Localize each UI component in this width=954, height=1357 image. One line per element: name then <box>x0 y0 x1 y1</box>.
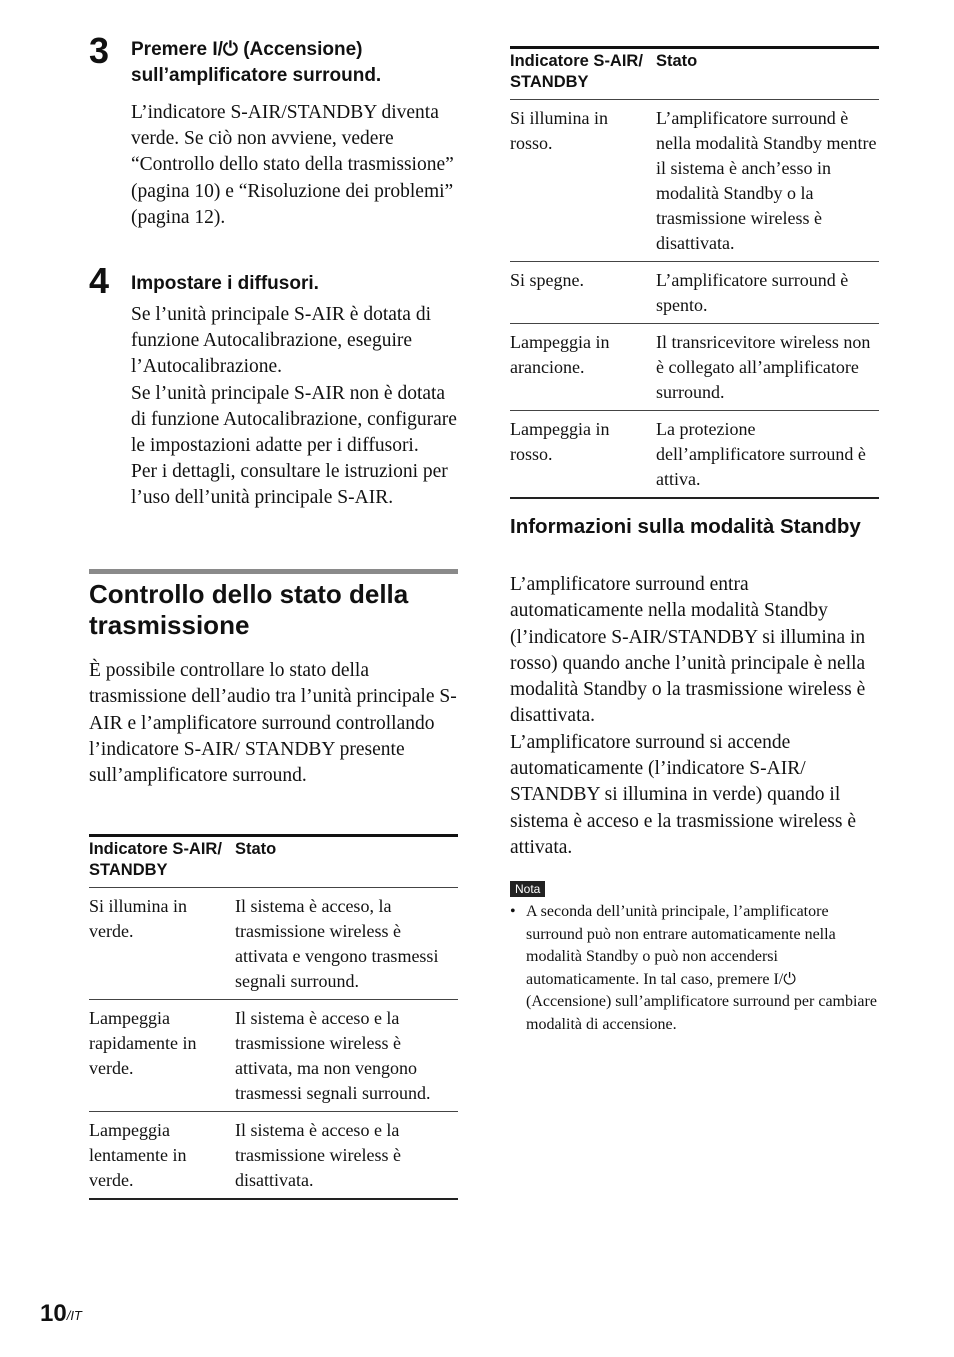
table-row <box>89 1112 458 1200</box>
section-divider <box>89 569 458 574</box>
table-header-row <box>510 48 879 100</box>
bullet-icon: • <box>510 903 516 920</box>
standby-paragraph: L’amplificatore surround entra automaticamente nella modalità Standby (l’indicatore S-AIR/STANDBY si illumina in rosso) quando anche l’unità principale è nella modalità Standby o la trasmissione wireless è disattivata. <box>510 574 866 727</box>
status-table-left <box>89 834 458 1200</box>
note-badge: Nota <box>510 881 545 897</box>
indicator-cell: Si illumina in rosso. <box>510 100 656 262</box>
header-indicator: Indicatore S-AIR/ STANDBY <box>510 48 656 100</box>
step-body <box>131 302 461 512</box>
state-cell: L’amplificatore surround è nella modalità Standby mentre il sistema è anch’esso in modalità Standby o la trasmissione wireless è disattivata. <box>656 100 879 262</box>
page-language-suffix: /IT <box>66 1308 82 1323</box>
state-cell: La protezione dell’amplificatore surround è attiva. <box>656 411 879 499</box>
header-state: Stato <box>656 48 879 100</box>
step-3 <box>89 30 459 263</box>
step-number: 3 <box>89 30 109 71</box>
indicator-cell: Si spegne. <box>510 262 656 324</box>
step-4 <box>89 260 459 553</box>
indicator-cell: Si illumina in verde. <box>89 888 235 1000</box>
step-paragraph: L’indicatore S-AIR/STANDBY diventa verde. Se ciò non avviene, vedere “Controllo dello stato della trasmissione” (pagina 10) e “Risoluzione dei problemi” (pagina 12). <box>131 102 454 228</box>
step-paragraph: Per i dettagli, consultare le istruzioni per l’uso dell’unità principale S-AIR. <box>131 461 448 509</box>
page-number <box>40 1300 82 1328</box>
indicator-cell: Lampeggia in arancione. <box>510 324 656 411</box>
step-paragraph: Se l’unità principale S-AIR è dotata di funzione Autocalibrazione, eseguire l’Autocalibrazione. <box>131 304 432 378</box>
state-cell: Il transricevitore wireless non è collegato all’amplificatore surround. <box>656 324 879 411</box>
indicator-cell: Lampeggia lentamente in verde. <box>89 1112 235 1200</box>
step-number: 4 <box>89 260 109 301</box>
state-cell: Il sistema è acceso, la trasmissione wireless è attivata e vengono trasmessi segnali surround. <box>235 888 458 1000</box>
step-paragraph: Se l’unità principale S-AIR non è dotata di funzione Autocalibrazione, configurare le impostazioni adatte per i diffusori. <box>131 382 457 457</box>
status-table-right <box>510 46 879 499</box>
step-title: Impostare i diffusori. <box>131 273 319 294</box>
header-state: Stato <box>235 836 458 888</box>
note-item <box>510 901 882 1036</box>
note-text: A seconda dell’unità principale, l’amplificatore surround può non entrare automaticamente nella modalità Standby o può non accendersi automaticamente. In tal caso, premere I/⏻ (Accensione) sull’amplificatore surround per cambiare modalità di accensione. <box>526 903 877 1033</box>
state-cell: L’amplificatore surround è spento. <box>656 262 879 324</box>
table-row <box>510 324 879 411</box>
standby-paragraph: L’amplificatore surround si accende automaticamente (l’indicatore S-AIR/ STANDBY si illumina in verde) quando il sistema è acceso e la trasmissione wireless è attivata. <box>510 731 857 858</box>
state-cell: Il sistema è acceso e la trasmissione wireless è attivata, ma non vengono trasmessi segnali surround. <box>235 1000 458 1112</box>
table-row <box>89 1000 458 1112</box>
table-header-row <box>89 836 458 888</box>
standby-title: Informazioni sulla modalità Standby <box>510 515 861 538</box>
header-indicator: Indicatore S-AIR/ STANDBY <box>89 836 235 888</box>
step-title: Premere I/⏻ (Accensione) sull’amplificatore surround. <box>131 39 382 86</box>
page-number-value: 10 <box>40 1300 67 1327</box>
state-cell: Il sistema è acceso e la trasmissione wireless è disattivata. <box>235 1112 458 1200</box>
indicator-cell: Lampeggia rapidamente in verde. <box>89 1000 235 1112</box>
table-row <box>89 888 458 1000</box>
table-row <box>510 411 879 499</box>
standby-body <box>510 572 882 861</box>
table-row <box>510 100 879 262</box>
indicator-cell: Lampeggia in rosso. <box>510 411 656 499</box>
table-row <box>510 262 879 324</box>
section-intro: È possibile controllare lo stato della trasmissione dell’audio tra l’unità principale S-AIR e l’amplificatore surround controllando l’indicatore S-AIR/ STANDBY presente sull’amplificatore surround. <box>89 660 457 787</box>
step-body <box>131 100 461 231</box>
section-title: Controllo dello stato della trasmissione <box>89 579 409 640</box>
